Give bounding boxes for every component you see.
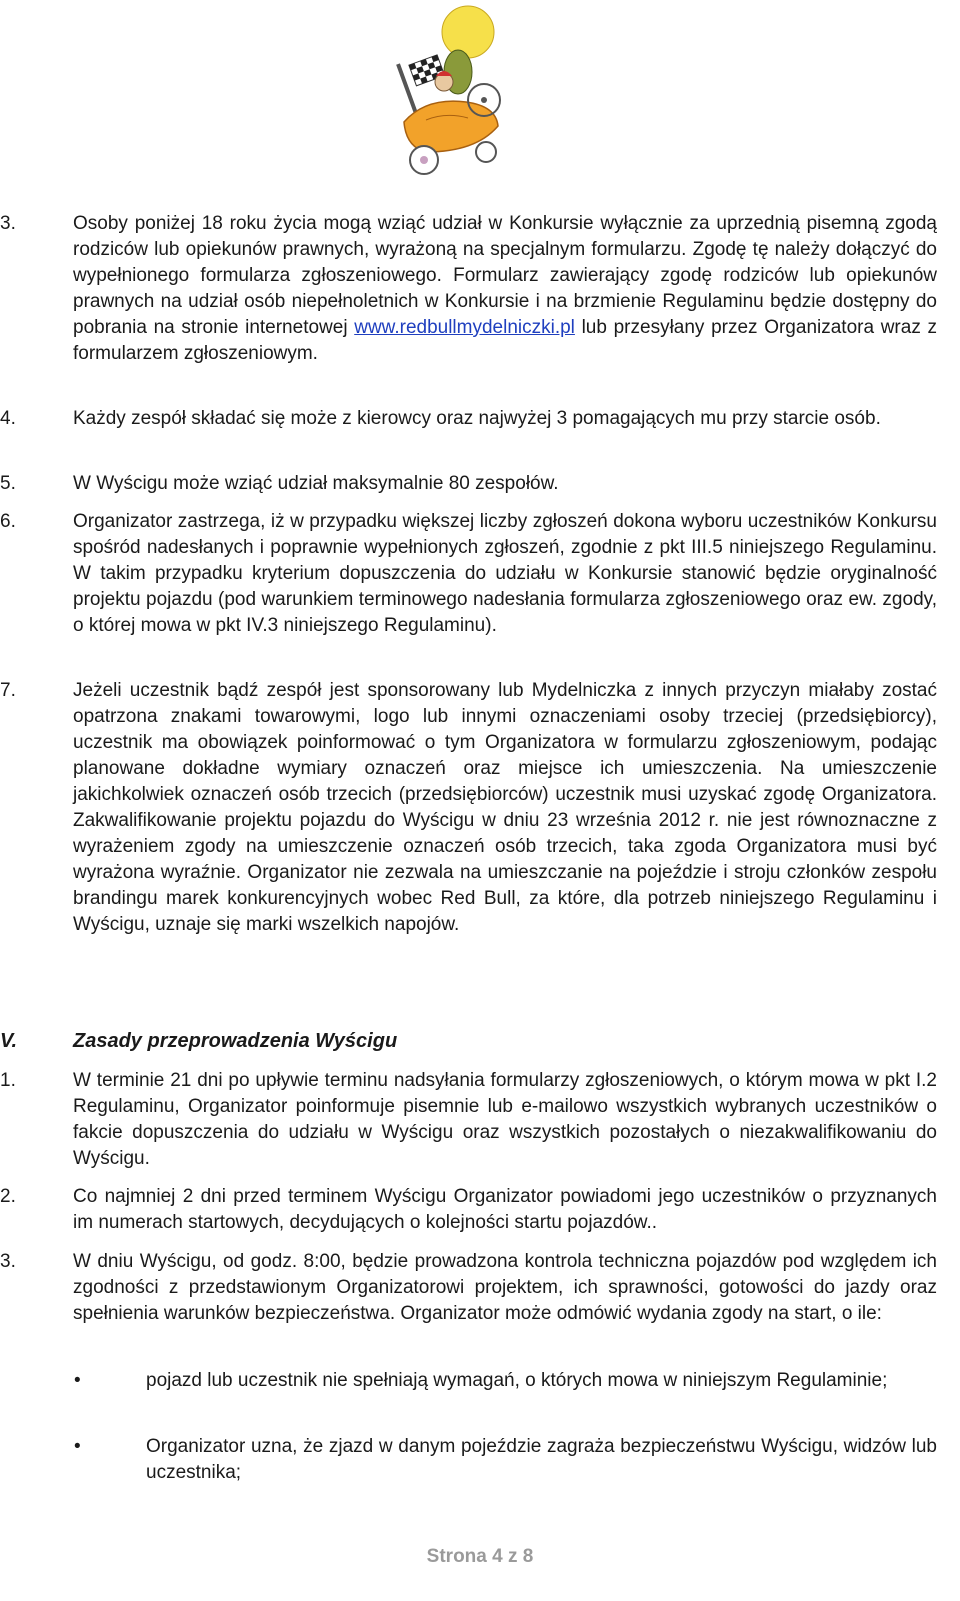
- item-number: 1.: [0, 1070, 16, 1091]
- list-item: [0, 471, 960, 497]
- item-text: Jeżeli uczestnik bądź zespół jest sponsorowany lub Mydelniczka z innych przyczyn miałaby zostać opatrzona znakami towarowymi, logo lub innymi oznaczeniami osoby trzeciej (przedsiębiorcy), uczestnik ma obowiązek poinformować o tym Organizatora w formularzu zgłoszeniowym, podając planowane dokładne wymiary oznaczeń oraz miejsce ich umieszczenia. Na umieszczenie jakichkolwiek oznaczeń osób trzecich (przedsiębiorców) uczestnik musi uzyskać zgodę Organizatora. Zakwalifikowanie projektu pojazdu do Wyścigu w dniu 23 września 2012 r. nie jest równoznaczne z wyrażeniem zgody na umieszczenie oznaczeń osób trzecich, taka zgoda Organizatora musi być wyrażona wyraźnie. Organizator nie zezwala na umieszczanie na pojeździe i stroju członków zespołu brandingu marek konkurencyjnych wobec Red Bull, za które, dla potrzeb niniejszego Regulaminu i Wyścigu, uznaje się marki wszelkich napojów.: [73, 680, 937, 935]
- list-item: [0, 406, 960, 458]
- item-text: Każdy zespół składać się może z kierowcy oraz najwyżej 3 pomagających mu przy starcie osób.: [73, 408, 881, 429]
- item-text: W Wyścigu może wziąć udział maksymalnie 80 zespołów.: [73, 473, 559, 494]
- bullet-icon: •: [74, 1436, 81, 1457]
- item-text: W dniu Wyścigu, od godz. 8:00, będzie prowadzona kontrola techniczna pojazdów pod względem ich zgodności z przedstawionym Organizatorowi projektem, ich sprawności, gotowości do jazdy oraz spełnienia warunków bezpieczeństwa. Organizator może odmówić wydania zgody na start, o ile:: [73, 1251, 937, 1324]
- item-number: 5.: [0, 473, 16, 494]
- list-item: [0, 211, 960, 393]
- soapbox-car-driver-logo-icon: [396, 2, 506, 182]
- item-text: Organizator zastrzega, iż w przypadku większej liczby zgłoszeń dokona wyboru uczestników Konkursu spośród nadesłanych i poprawnie wypełnionych zgłoszeń, zgodnie z pkt III.5 niniejszego Regulaminu. W takim przypadku kryterium dopuszczenia do udziału w Konkursie stanowić będzie oryginalność projektu pojazdu (pod warunkiem terminowego nadesłania formularza zgłoszeniowego oraz ew. zgody, o której mowa w pkt IV.3 niniejszego Regulaminu).: [73, 511, 937, 636]
- item-number: 7.: [0, 680, 16, 701]
- section-heading: [0, 1028, 960, 1054]
- item-number: 2.: [0, 1186, 16, 1207]
- item-number: 3.: [0, 213, 16, 234]
- item-number: 6.: [0, 511, 16, 532]
- website-link[interactable]: www.redbullmydelniczki.pl: [354, 317, 575, 338]
- item-text: Osoby poniżej 18 roku życia mogą wziąć udział w Konkursie wyłącznie za uprzednią pisemną zgodą rodziców lub opiekunów prawnych, wyrażoną na specjalnym formularzu. Zgodę tę należy dołączyć do wypełnionego formularza zgłoszeniowego. Formularz zawierający zgodę rodziców lub opiekunów prawnych na udział osób niepełnoletnich w Konkursie i na brzmienie Regulaminu będzie dostępny do pobrania na stronie internetowej www.redbullmydelniczki.pl lub przesyłany przez Organizatora wraz z formularzem zgłoszeniowym.: [73, 213, 937, 364]
- item-text: W terminie 21 dni po upływie terminu nadsyłania formularzy zgłoszeniowych, o którym mowa w pkt I.2 Regulaminu, Organizator poinformuje pisemnie lub e-mailowo wszystkich wybranych uczestników o fakcie dopuszczenia do udziału w Wyścigu oraz wszystkich pozostałych o niezakwalifikowaniu do Wyścigu.: [73, 1070, 937, 1169]
- section-title: Zasady przeprowadzenia Wyścigu: [73, 1030, 398, 1052]
- item-number: 3.: [0, 1251, 16, 1272]
- bullet-icon: •: [74, 1370, 81, 1391]
- list-item: [0, 1249, 960, 1353]
- bullet-text: pojazd lub uczestnik nie spełniają wymagań, o których mowa w niniejszym Regulaminie;: [146, 1370, 888, 1391]
- bullet-text: Organizator uzna, że zjazd w danym pojeździe zagraża bezpieczeństwu Wyścigu, widzów lub uczestnika;: [146, 1436, 937, 1483]
- page-number-footer: Strona 4 z 8: [426, 1546, 534, 1567]
- bullet-item: [0, 1368, 960, 1420]
- list-item: [0, 509, 960, 665]
- list-item: [0, 678, 960, 990]
- item-text: Co najmniej 2 dni przed terminem Wyścigu Organizator powiadomi jego uczestników o przyznanych im numerach startowych, decydujących o kolejności startu pojazdów..: [73, 1186, 937, 1233]
- section-number: V.: [0, 1030, 18, 1052]
- bullet-item: [0, 1434, 960, 1486]
- list-item: [0, 1184, 960, 1236]
- list-item: [0, 1068, 960, 1172]
- item-number: 4.: [0, 408, 16, 429]
